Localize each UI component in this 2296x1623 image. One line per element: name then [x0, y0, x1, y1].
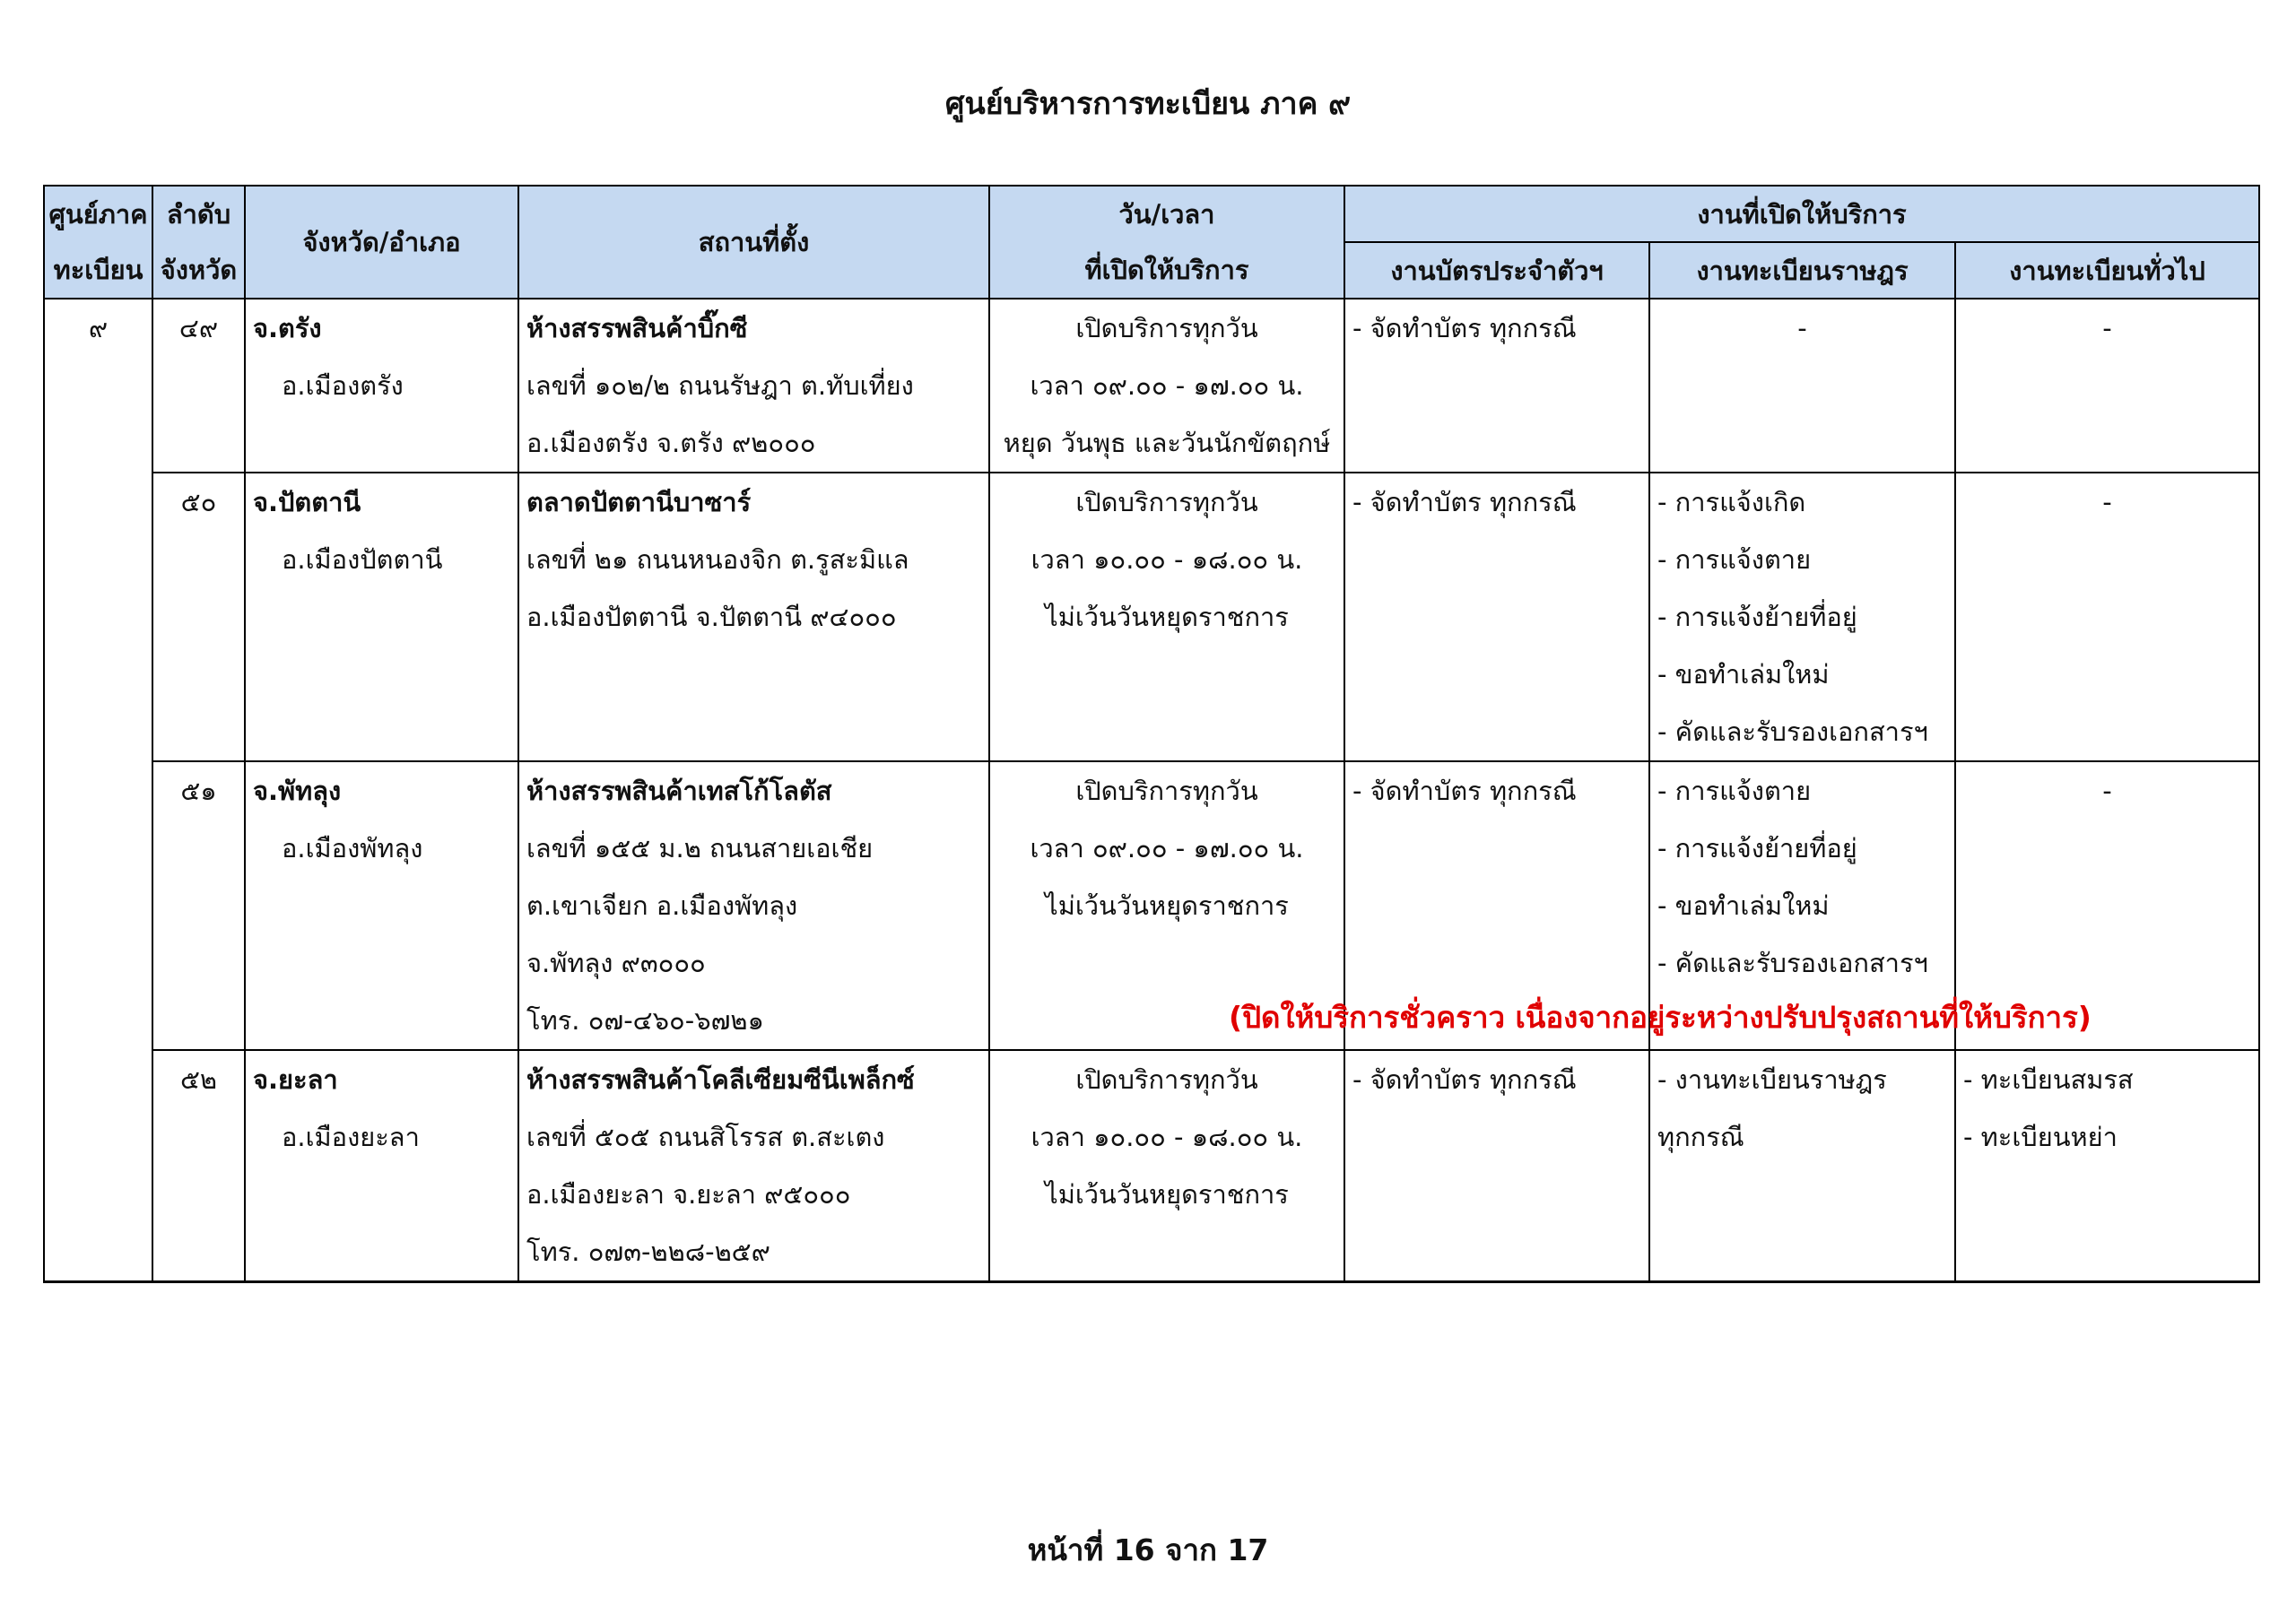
civil-reg-cell: - งานทะเบียนราษฎร ทุกกรณี: [1649, 1050, 1955, 1282]
page-title: ศูนย์บริหารการทะเบียน ภาค ๙: [944, 86, 1352, 122]
center-cell: ๙: [44, 299, 152, 1282]
time-cell: เปิดบริการทุกวัน เวลา ๑๐.๐๐ - ๑๘.๐๐ น. ไม่เว้นวันหยุดราชการ: [989, 473, 1344, 761]
header-order: ลำดับ จังหวัด: [152, 186, 245, 299]
province-cell: จ.ตรัง อ.เมืองตรัง: [245, 299, 518, 473]
table-row: [44, 473, 2259, 761]
order-cell: ๕๑: [152, 761, 245, 1050]
header-time: วัน/เวลา ที่เปิดให้บริการ: [989, 186, 1344, 299]
header-province: จังหวัด/อำเภอ: [245, 186, 518, 299]
table-row: [44, 1050, 2259, 1282]
closure-notice: (ปิดให้บริการชั่วคราว เนื่องจากอยู่ระหว่างปรับปรุงสถานที่ให้บริการ): [1229, 1000, 2092, 1035]
id-card-cell: - จัดทำบัตร ทุกกรณี: [1344, 761, 1649, 1050]
location-cell: ตลาดปัตตานีบาซาร์ เลขที่ ๒๑ ถนนหนองจิก ต.รูสะมิแล อ.เมืองปัตตานี จ.ปัตตานี ๙๔๐๐๐: [518, 473, 989, 761]
order-cell: ๔๙: [152, 299, 245, 473]
general-reg-cell: -: [1955, 299, 2259, 473]
header-general-reg: งานทะเบียนทั่วไป: [1955, 242, 2259, 299]
province-cell: จ.พัทลุง อ.เมืองพัทลุง: [245, 761, 518, 1050]
order-cell: ๕๒: [152, 1050, 245, 1282]
header-services: งานที่เปิดให้บริการ: [1344, 186, 2259, 242]
service-table: [43, 185, 2260, 1283]
general-reg-cell: -: [1955, 761, 2259, 1050]
time-cell: เปิดบริการทุกวัน เวลา ๑๐.๐๐ - ๑๘.๐๐ น. ไม่เว้นวันหยุดราชการ: [989, 1050, 1344, 1282]
location-cell: ห้างสรรพสินค้าโคลีเซียมซีนีเพล็กซ์ เลขที่ ๕๐๕ ถนนสิโรรส ต.สะเตง อ.เมืองยะลา จ.ยะลา ๙๕๐๐๐ โทร. ๐๗๓-๒๒๘-๒๕๙: [518, 1050, 989, 1282]
header-id-card: งานบัตรประจำตัวฯ: [1344, 242, 1649, 299]
table-row: [44, 299, 2259, 473]
time-cell: เปิดบริการทุกวัน เวลา ๐๙.๐๐ - ๑๗.๐๐ น. หยุด วันพุธ และวันนักขัตฤกษ์: [989, 299, 1344, 473]
id-card-cell: - จัดทำบัตร ทุกกรณี: [1344, 1050, 1649, 1282]
table-header: [44, 186, 2259, 299]
location-cell: ห้างสรรพสินค้าเทสโก้โลตัส เลขที่ ๑๕๕ ม.๒ ถนนสายเอเชีย ต.เขาเจียก อ.เมืองพัทลุง จ.พัทลุง ๙๓๐๐๐ โทร. ๐๗-๔๖๐-๖๗๒๑: [518, 761, 989, 1050]
page-footer: หน้าที่ 16 จาก 17: [1027, 1532, 1269, 1567]
general-reg-cell: -: [1955, 473, 2259, 761]
header-civil-reg: งานทะเบียนราษฎร: [1649, 242, 1955, 299]
header-location: สถานที่ตั้ง: [518, 186, 989, 299]
civil-reg-cell: - การแจ้งเกิด - การแจ้งตาย - การแจ้งย้ายที่อยู่ - ขอทำเล่มใหม่ - คัดและรับรองเอกสารฯ: [1649, 473, 1955, 761]
general-reg-cell: - ทะเบียนสมรส - ทะเบียนหย่า: [1955, 1050, 2259, 1282]
civil-reg-cell: -: [1649, 299, 1955, 473]
location-cell: ห้างสรรพสินค้าบิ๊กซี เลขที่ ๑๐๒/๒ ถนนรัษฎา ต.ทับเที่ยง อ.เมืองตรัง จ.ตรัง ๙๒๐๐๐: [518, 299, 989, 473]
id-card-cell: - จัดทำบัตร ทุกกรณี: [1344, 473, 1649, 761]
civil-reg-cell: - การแจ้งตาย - การแจ้งย้ายที่อยู่ - ขอทำเล่มใหม่ - คัดและรับรองเอกสารฯ: [1649, 761, 1955, 1050]
province-cell: จ.ยะลา อ.เมืองยะลา: [245, 1050, 518, 1282]
order-cell: ๕๐: [152, 473, 245, 761]
header-center: ศูนย์ภาค ทะเบียน: [44, 186, 152, 299]
province-cell: จ.ปัตตานี อ.เมืองปัตตานี: [245, 473, 518, 761]
time-cell: เปิดบริการทุกวัน เวลา ๐๙.๐๐ - ๑๗.๐๐ น. ไม่เว้นวันหยุดราชการ: [989, 761, 1344, 1050]
id-card-cell: - จัดทำบัตร ทุกกรณี: [1344, 299, 1649, 473]
